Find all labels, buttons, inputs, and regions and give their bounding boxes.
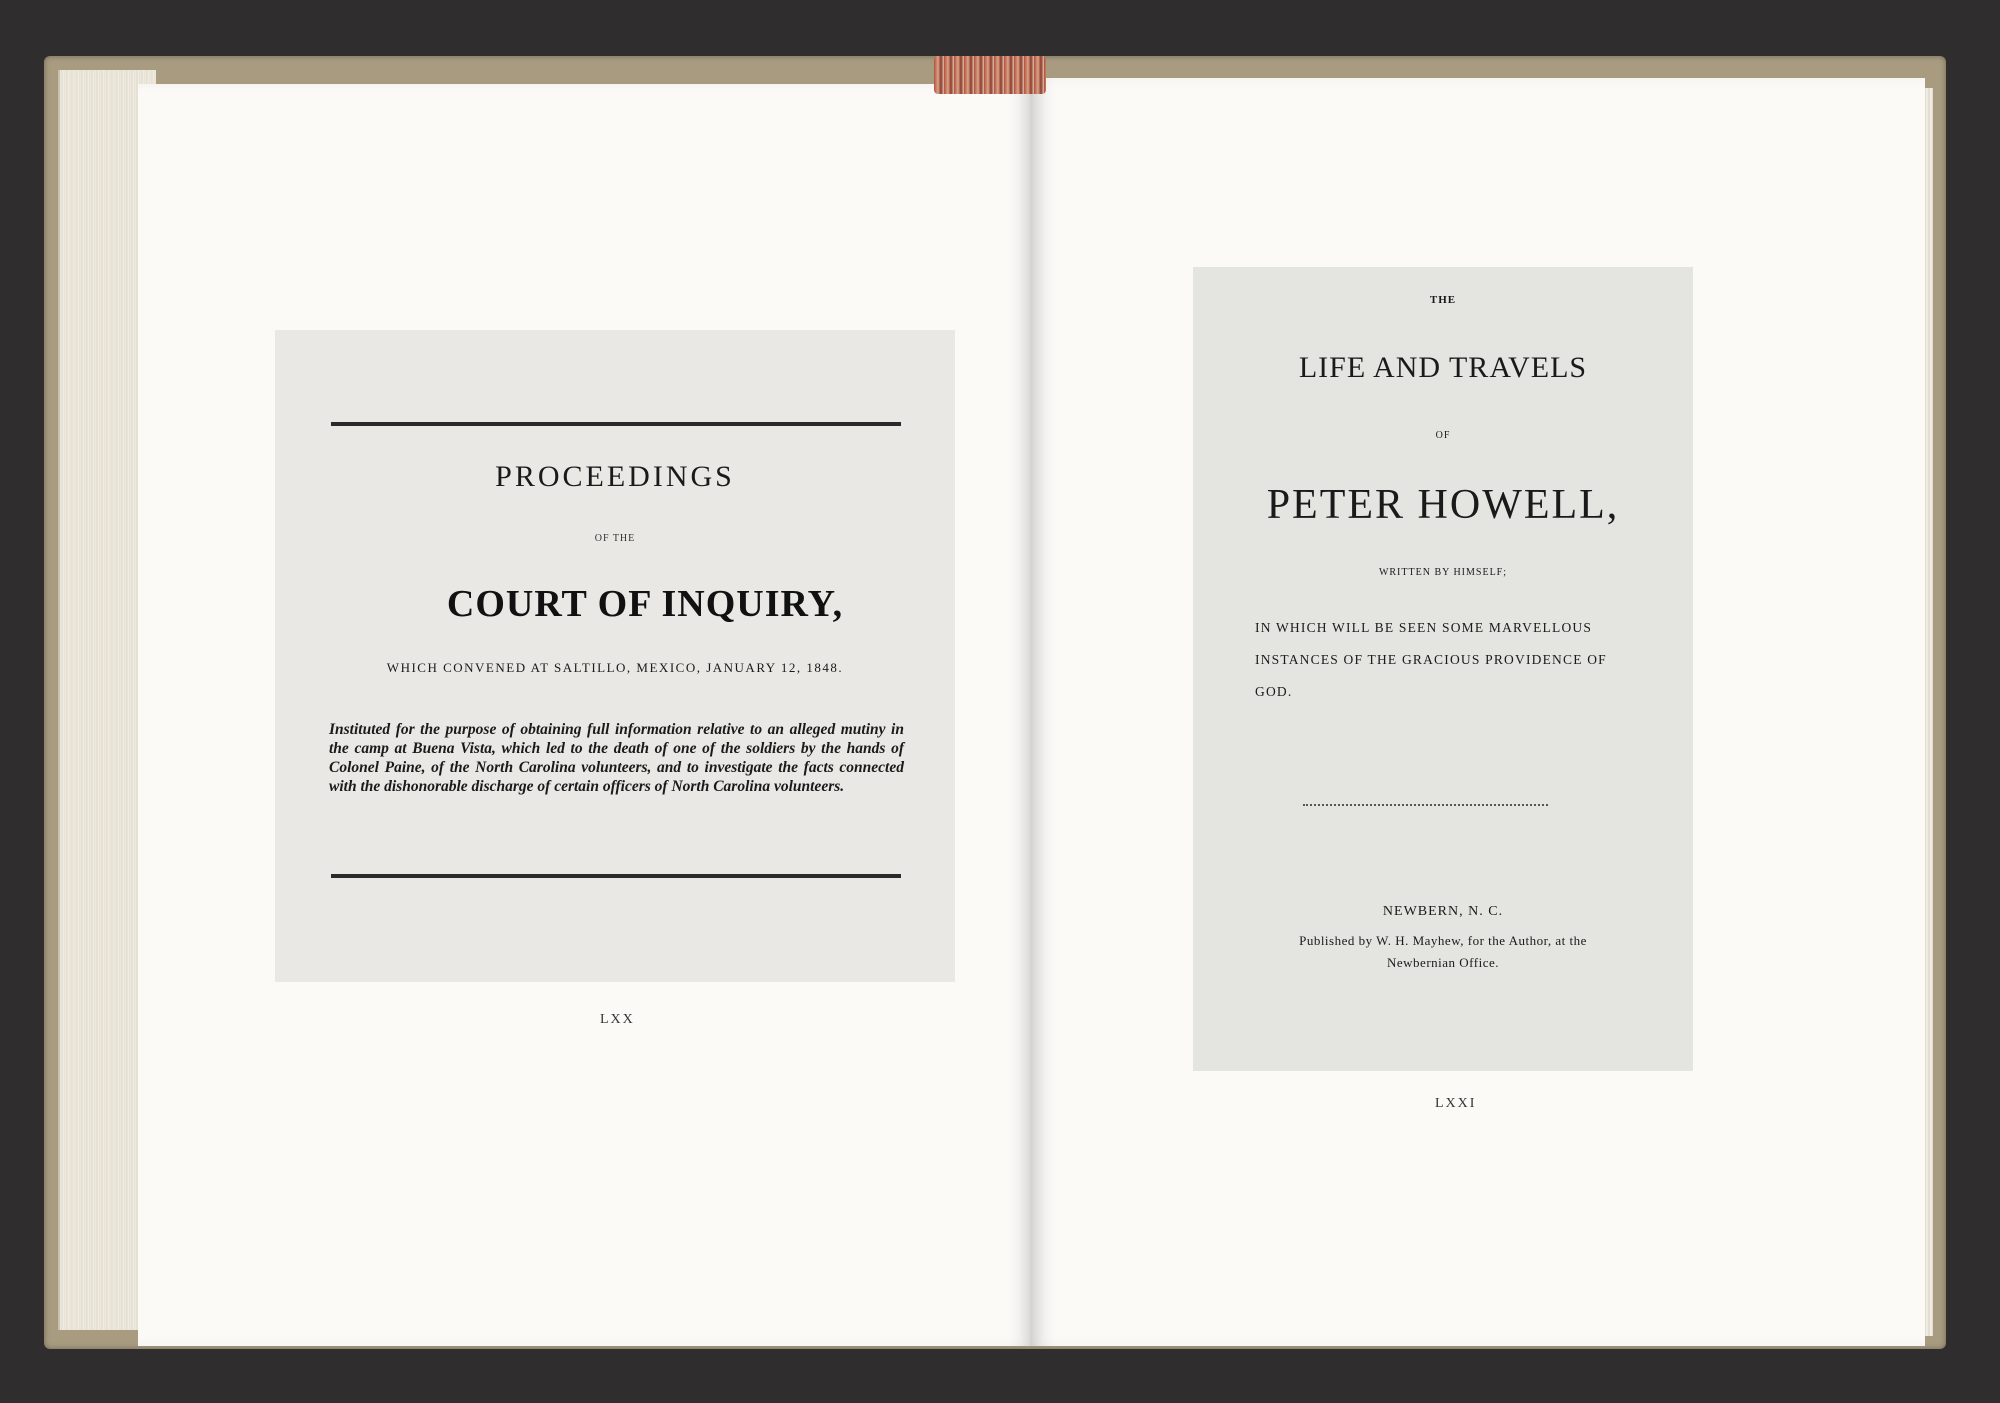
bottom-rule <box>331 874 901 878</box>
plate-written-by: WRITTEN BY HIMSELF; <box>1378 567 1508 578</box>
plate-the: THE <box>1429 294 1457 306</box>
plate-main-title: COURT OF INQUIRY, <box>446 583 844 625</box>
top-rule <box>331 422 901 426</box>
plate-author-name: PETER HOWELL, <box>1266 482 1620 528</box>
page-number-right: LXXI <box>1435 1096 1477 1111</box>
plate-publisher: Published by W. H. Mayhew, for the Author, at the <box>1299 933 1587 948</box>
plate-convened-line: WHICH CONVENED AT SALTILLO, MEXICO, JANUARY 12, 1848. <box>386 660 844 675</box>
court-of-inquiry-plate <box>275 330 955 982</box>
plate-of: OF <box>1435 430 1451 441</box>
description-line-3: GOD. <box>1255 684 1293 699</box>
plate-of-the: OF THE <box>594 533 636 544</box>
dotted-separator <box>1303 804 1548 806</box>
plate-title: LIFE AND TRAVELS <box>1298 351 1588 384</box>
plate-description <box>1255 612 1650 708</box>
spine-binding <box>934 56 1046 94</box>
plate-office: Newbernian Office. <box>1387 955 1499 970</box>
page-number-left: LXX <box>600 1012 635 1027</box>
peter-howell-plate <box>1193 267 1693 1071</box>
description-line-2: INSTANCES OF THE GRACIOUS PROVIDENCE OF <box>1255 652 1607 667</box>
plate-place: NEWBERN, N. C. <box>1382 904 1504 919</box>
plate-body-text: Instituted for the purpose of obtaining full information relative to an alleged mutiny in the camp at Buena Vista, which led to the death of one of the soldiers by the hands of Colonel Paine, of the North Carolina volunteers, and to investigate the facts connected with the dishonorable discharge of certain officers of North Carolina volunteers. <box>329 721 904 795</box>
description-line-1: IN WHICH WILL BE SEEN SOME MARVELLOUS <box>1255 620 1593 635</box>
plate-title: PROCEEDINGS <box>495 460 735 493</box>
